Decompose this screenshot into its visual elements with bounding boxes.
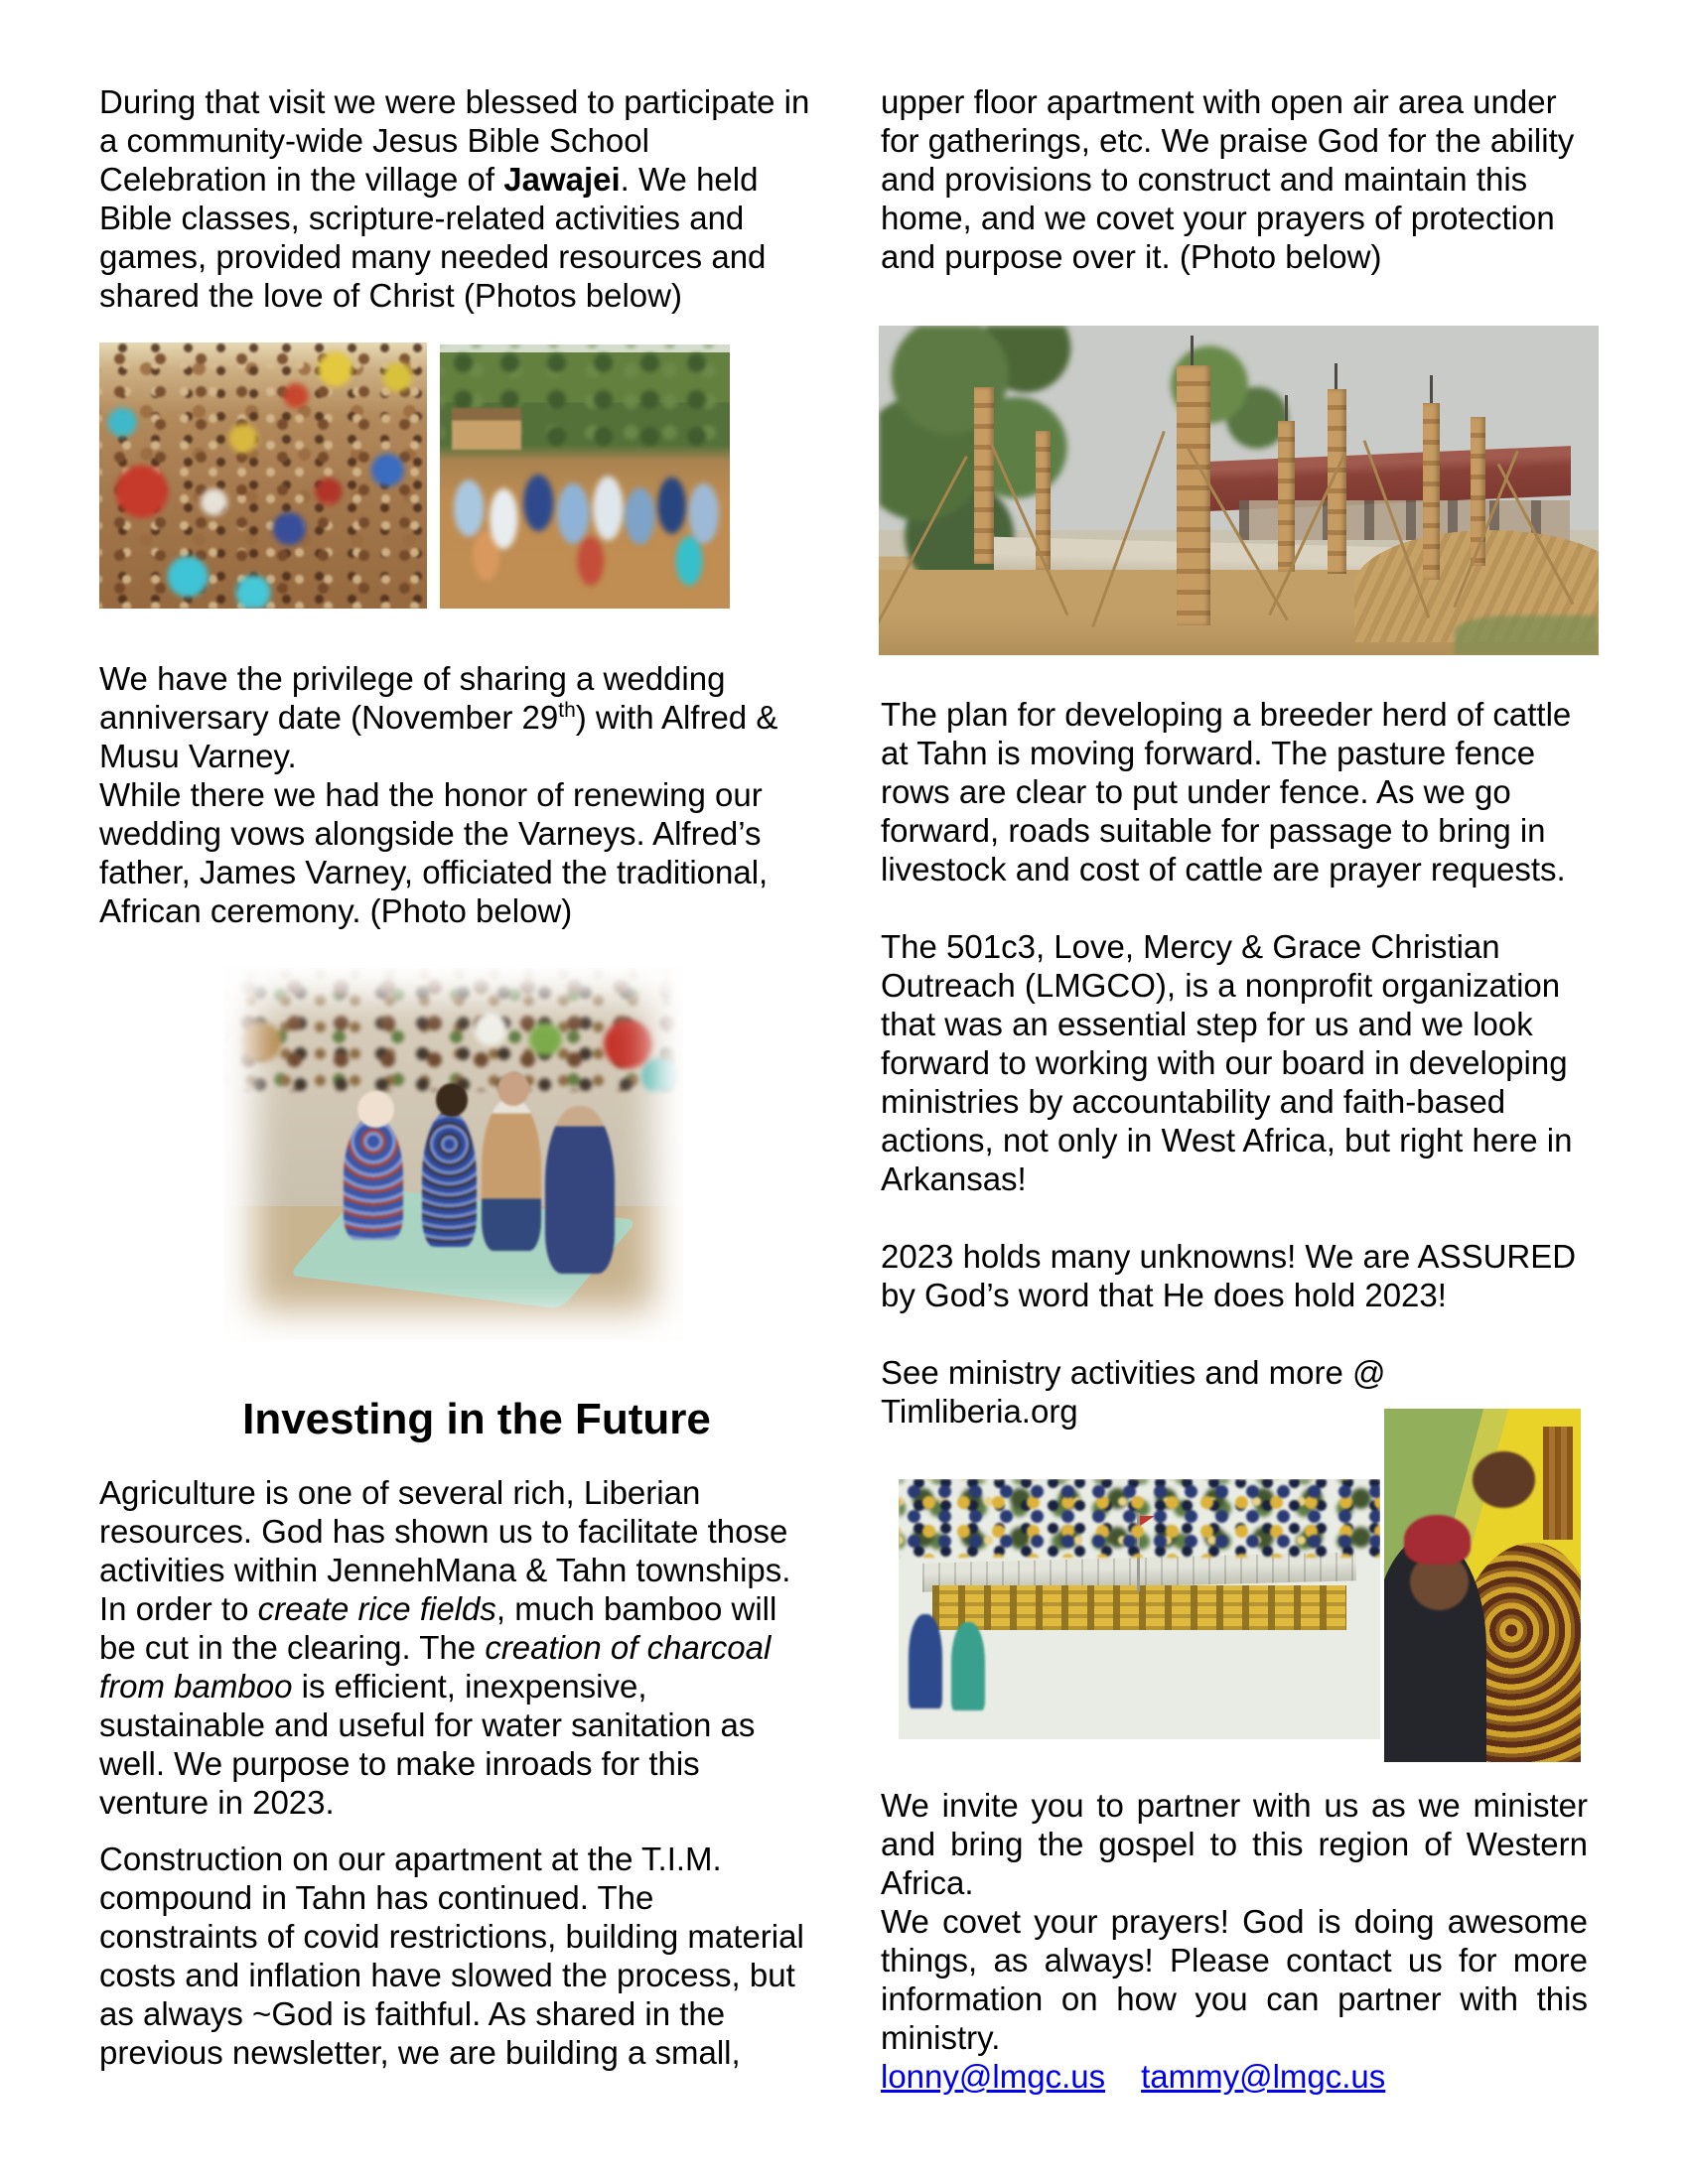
photo-formwork-column-center bbox=[1177, 365, 1210, 625]
photo-formwork-column bbox=[1423, 403, 1440, 580]
para-bible-school: During that visit we were blessed to participate in a community-wide Jesus Bible School Celebration in the village of Jawajei. We held Bible classes, scripture-related activities and games, provided many needed resources and shared the love of Christ (Photos below) bbox=[99, 83, 810, 314]
photo-crowd-clothing-colors bbox=[99, 342, 427, 609]
photo-couple-portrait bbox=[1384, 1409, 1581, 1762]
photo-rebar bbox=[1191, 336, 1194, 365]
photo-rebar bbox=[1430, 375, 1433, 403]
photo-rebar bbox=[1285, 395, 1288, 421]
photo-palm-tree bbox=[1138, 339, 1297, 471]
photo-students-crowd bbox=[899, 1479, 1380, 1558]
photo-school-group bbox=[899, 1479, 1380, 1739]
photo-block-lattice-windows bbox=[932, 1585, 1346, 1630]
photo-bible-school-crowd bbox=[99, 342, 427, 609]
photo-construction-site bbox=[879, 326, 1599, 655]
para-lmgco: The 501c3, Love, Mercy & Grace Christian Outreach (LMGCO), is a nonprofit organization that was an essential step for us and we look forward to working with our board in developing ministries by accountability and faith-based actions, not only in West Africa, but right here in Arkansas! bbox=[881, 928, 1573, 1197]
para-invite-text: We invite you to partner with us as we minister and bring the gospel to this region of Western Africa. bbox=[881, 1787, 1588, 1901]
para-agriculture: Agriculture is one of several rich, Liberian resources. God has shown us to facilitate those activities within JennehMana & Tahn townships. In order to create rice fields, much bamboo will be cut in the clearing. The creation of charcoal from bamboo is efficient, inexpensive, sustainable and useful for water sanitation as well. We purpose to make inroads for this venture in 2023. bbox=[99, 1474, 791, 1821]
photo-adult-figure-teal-dress bbox=[951, 1622, 985, 1710]
photo-vow-renewal bbox=[224, 968, 683, 1340]
para-partner-invite bbox=[881, 1786, 1588, 2057]
para-apartment-construction: Construction on our apartment at the T.I.M. compound in Tahn has continued. The constraints of covid restrictions, building material costs and inflation have slowed the process, but as always ~God is faithful. As shared in the previous newsletter, we are building a small, bbox=[99, 1841, 804, 2071]
photo-grass bbox=[1455, 615, 1599, 655]
photo-formwork-column bbox=[974, 387, 994, 564]
para-ministry-website: See ministry activities and more @ Timliberia.org bbox=[881, 1354, 1386, 1430]
email-link-lonny[interactable]: lonny@lmgc.us bbox=[881, 2058, 1106, 2095]
para-covet-text: We covet your prayers! God is doing awesome things, as always! Please contact us for more information on how you can partner with this ministry. bbox=[881, 1903, 1588, 2056]
photo-rebar bbox=[1335, 363, 1337, 389]
heading-investing-future: Investing in the Future bbox=[242, 1395, 711, 1443]
photo-children-figures bbox=[440, 344, 730, 609]
para-anniversary: We have the privilege of sharing a wedding anniversary date (November 29th) with Alfred & Musu Varney. While there we had the honor of renewing our wedding vows alongside the Varneys. Alfred’s father, James Varney, officiated the traditional, African ceremony. (Photo below) bbox=[99, 660, 778, 929]
photo-doorway bbox=[1543, 1427, 1573, 1540]
para-cattle-plan: The plan for developing a breeder herd of cattle at Tahn is moving forward. The pasture fence rows are clear to put under fence. As we go forward, roads suitable for passage to bring in livestock and cost of cattle are prayer requests. bbox=[881, 696, 1572, 887]
photo-formwork-column bbox=[1278, 421, 1295, 572]
photo-faded-edge-vignette bbox=[224, 968, 683, 1340]
photo-red-head-wrap bbox=[1404, 1515, 1471, 1565]
photo-man-face bbox=[1473, 1451, 1535, 1508]
photo-adult-figure bbox=[909, 1614, 942, 1707]
para-upper-floor: upper floor apartment with open air area under for gatherings, etc. We praise God for the ability and provisions to construct and maintain this home, and we covet your prayers of protection and purpose over it. (Photo below) bbox=[881, 83, 1575, 275]
photo-village-children bbox=[440, 344, 730, 609]
para-2023-unknowns: 2023 holds many unknowns! We are ASSURED by God’s word that He does hold 2023! bbox=[881, 1238, 1577, 1313]
email-links-row bbox=[881, 2057, 1588, 2096]
email-link-tammy[interactable]: tammy@lmgc.us bbox=[1141, 2058, 1386, 2095]
